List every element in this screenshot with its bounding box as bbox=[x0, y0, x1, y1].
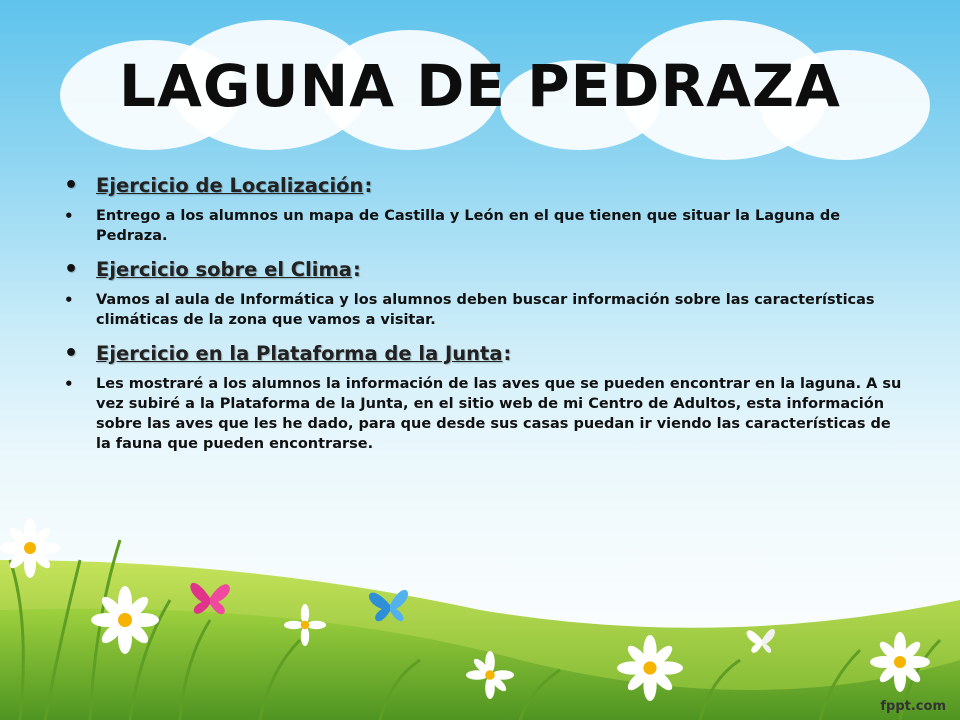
bullet-icon: • bbox=[64, 257, 79, 282]
bullet-heading-3 bbox=[58, 340, 904, 368]
bullet-heading-1 bbox=[58, 172, 904, 200]
body-text: Vamos al aula de Informática y los alumnos deben buscar información sobre las características climáticas de la zona que vamos a visitar. bbox=[96, 292, 875, 328]
bullet-list bbox=[58, 172, 904, 464]
bullet-icon: • bbox=[64, 341, 79, 366]
bullet-icon: • bbox=[64, 291, 74, 309]
bullet-body-1 bbox=[58, 206, 904, 246]
bullet-icon: • bbox=[64, 207, 74, 225]
heading-colon: : bbox=[352, 258, 361, 281]
brand-watermark: fppt.com bbox=[880, 699, 946, 714]
bullet-icon: • bbox=[64, 173, 79, 198]
heading-colon: : bbox=[503, 342, 512, 365]
bullet-icon: • bbox=[64, 375, 74, 393]
bullet-body-3 bbox=[58, 374, 904, 454]
bullet-heading-2 bbox=[58, 256, 904, 284]
heading-text: Ejercicio de Localización bbox=[96, 174, 364, 197]
slide-title: LAGUNA DE PEDRAZA bbox=[119, 52, 841, 120]
heading-text: Ejercicio en la Plataforma de la Junta bbox=[96, 342, 503, 365]
body-text: Les mostraré a los alumnos la información de las aves que se pueden encontrar en la laguna. A su vez subiré a la Plataforma de la Junta, en el sitio web de mi Centro de Adultos, esta información sobre las aves que les he dado, para que desde sus casas puedan ir viendo las características de la fauna que pueden encontrarse. bbox=[96, 376, 902, 452]
body-text: Entrego a los alumnos un mapa de Castilla y León en el que tienen que situar la Laguna de Pedraza. bbox=[96, 208, 841, 244]
heading-text: Ejercicio sobre el Clima bbox=[96, 258, 352, 281]
heading-colon: : bbox=[364, 174, 373, 197]
bullet-body-2 bbox=[58, 290, 904, 330]
